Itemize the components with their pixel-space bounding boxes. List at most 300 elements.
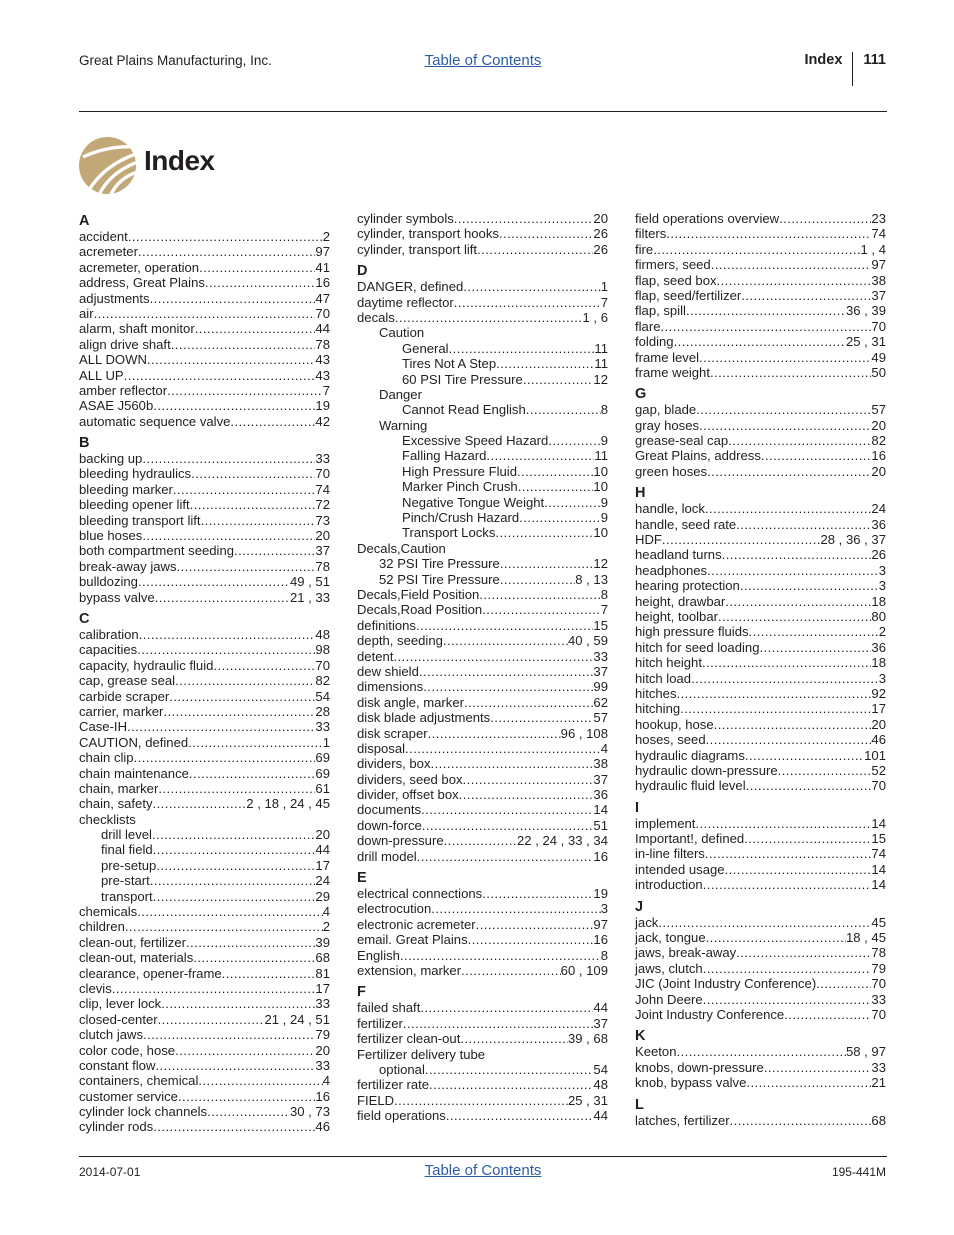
page-reference[interactable]: 10 [593,463,608,479]
index-entry[interactable] [635,992,886,1007]
index-entry[interactable] [357,495,608,510]
page-reference[interactable]: 68 [315,950,330,966]
index-entry[interactable] [635,748,886,763]
page-reference[interactable]: 41 [315,259,330,275]
index-entry[interactable] [357,1062,608,1077]
index-entry[interactable] [357,633,608,648]
page-reference[interactable]: 36 , 39 [845,303,886,319]
page-reference[interactable]: 2 , 18 , 24 , 45 [246,796,330,812]
index-entry[interactable] [357,211,608,226]
page-reference[interactable]: 33 [315,451,330,467]
page-reference[interactable]: 3 [878,562,886,578]
index-entry[interactable] [357,849,608,864]
index-entry[interactable] [635,961,886,976]
page-reference[interactable]: 4 [322,904,330,920]
page-reference[interactable]: 33 [871,1059,886,1075]
page-reference[interactable]: 44 [593,1000,608,1016]
index-entry[interactable] [79,321,330,336]
index-entry[interactable] [79,1058,330,1073]
index-entry[interactable] [357,226,608,241]
index-entry[interactable] [635,624,886,639]
index-entry[interactable] [635,211,886,226]
page-reference[interactable]: 70 [315,466,330,482]
page-reference[interactable]: 70 [871,976,886,992]
page-reference[interactable]: 70 [871,1006,886,1022]
page-reference[interactable]: 7 [322,382,330,398]
page-reference[interactable]: 22 , 24 , 33 , 34 [517,833,608,849]
index-entry[interactable] [635,732,886,747]
index-entry[interactable] [79,796,330,811]
index-entry[interactable] [79,858,330,873]
page-reference[interactable]: 97 [871,257,886,273]
index-entry[interactable] [635,655,886,670]
index-entry[interactable] [635,915,886,930]
page-reference[interactable]: 21 [871,1075,886,1091]
index-entry[interactable] [79,275,330,290]
page-reference[interactable]: 37 [593,663,608,679]
table-of-contents-link[interactable]: Table of Contents [424,52,542,69]
index-entry[interactable] [79,543,330,558]
page-reference[interactable]: 58 , 97 [845,1044,886,1060]
page-reference[interactable]: 3 [878,670,886,686]
page-reference[interactable]: 50 [871,364,886,380]
page-reference[interactable]: 25 , 31 [567,1092,608,1108]
index-entry[interactable] [357,556,608,571]
page-reference[interactable]: 26 [593,226,608,242]
index-entry[interactable] [79,383,330,398]
index-entry[interactable] [635,1113,886,1128]
page-reference[interactable]: 20 [871,417,886,433]
index-entry[interactable] [79,291,330,306]
index-entry[interactable] [635,303,886,318]
page-reference[interactable]: 1 [600,279,608,295]
page-reference[interactable]: 40 , 59 [567,633,608,649]
page-reference[interactable]: 16 [315,275,330,291]
index-entry[interactable] [635,945,886,960]
page-reference[interactable]: 18 [871,593,886,609]
page-reference[interactable]: 74 [871,226,886,242]
page-reference[interactable]: 46 [315,1119,330,1135]
page-reference[interactable]: 78 [315,558,330,574]
page-reference[interactable]: 14 [871,815,886,831]
page-reference[interactable]: 46 [871,732,886,748]
index-entry[interactable] [357,618,608,633]
index-entry[interactable] [79,451,330,466]
page-reference[interactable]: 1 [322,734,330,750]
page-reference[interactable]: 38 [871,272,886,288]
index-entry[interactable] [79,889,330,904]
page-reference[interactable]: 70 [871,318,886,334]
page-reference[interactable]: 19 [315,398,330,414]
index-entry[interactable] [357,510,608,525]
page-reference[interactable]: 42 [315,413,330,429]
page-reference[interactable]: 79 [315,1027,330,1043]
index-entry[interactable] [635,930,886,945]
index-entry[interactable] [357,833,608,848]
page-reference[interactable]: 82 [871,433,886,449]
page-reference[interactable]: 57 [871,402,886,418]
page-reference[interactable]: 78 [315,336,330,352]
page-reference[interactable]: 15 [871,831,886,847]
index-entry[interactable] [635,594,886,609]
page-reference[interactable]: 4 [322,1073,330,1089]
page-reference[interactable]: 45 [871,914,886,930]
index-entry[interactable] [79,368,330,383]
page-reference[interactable]: 47 [315,290,330,306]
index-entry[interactable] [635,464,886,479]
index-entry[interactable] [635,609,886,624]
page-reference[interactable]: 44 [315,842,330,858]
index-entry[interactable] [357,341,608,356]
page-reference[interactable]: 97 [315,244,330,260]
page-reference[interactable]: 44 [315,321,330,337]
page-reference[interactable]: 12 [593,371,608,387]
index-entry[interactable] [357,587,608,602]
index-entry[interactable] [635,671,886,686]
page-reference[interactable]: 60 , 109 [560,962,608,978]
index-entry[interactable] [357,1108,608,1123]
index-entry[interactable] [79,1073,330,1088]
index-entry[interactable] [79,574,330,589]
page-reference[interactable]: 15 [593,617,608,633]
index-entry[interactable] [357,1077,608,1092]
page-reference[interactable]: 44 [593,1108,608,1124]
page-reference[interactable]: 14 [871,877,886,893]
page-reference[interactable]: 11 [594,448,608,464]
index-entry[interactable] [357,448,608,463]
index-entry[interactable] [79,1012,330,1027]
page-reference[interactable]: 20 [315,1042,330,1058]
index-entry[interactable] [357,818,608,833]
page-reference[interactable]: 7 [600,294,608,310]
page-reference[interactable]: 12 [593,556,608,572]
page-reference[interactable]: 36 [871,516,886,532]
page-reference[interactable]: 37 [593,1015,608,1031]
page-reference[interactable]: 48 [593,1077,608,1093]
index-entry[interactable] [79,642,330,657]
page-reference[interactable]: 39 [315,934,330,950]
index-entry[interactable] [357,963,608,978]
index-entry[interactable] [357,310,608,325]
index-entry[interactable] [635,1007,886,1022]
index-entry[interactable] [79,781,330,796]
index-entry[interactable] [635,517,886,532]
index-entry[interactable] [79,919,330,934]
page-reference[interactable]: 28 [315,703,330,719]
page-reference[interactable]: 9 [600,494,608,510]
page-reference[interactable]: 74 [871,846,886,862]
index-entry[interactable] [635,288,886,303]
index-entry[interactable] [357,1016,608,1031]
page-reference[interactable]: 101 [864,747,886,763]
index-entry[interactable] [635,418,886,433]
page-reference[interactable]: 54 [593,1061,608,1077]
index-entry[interactable] [79,590,330,605]
index-entry[interactable] [357,356,608,371]
page-reference[interactable]: 52 [871,762,886,778]
index-entry[interactable] [635,547,886,562]
index-entry[interactable] [635,402,886,417]
page-reference[interactable]: 8 [600,402,608,418]
page-reference[interactable]: 19 [593,886,608,902]
index-entry[interactable] [79,466,330,481]
index-entry[interactable] [357,479,608,494]
page-reference[interactable]: 33 [871,991,886,1007]
page-reference[interactable]: 10 [593,525,608,541]
index-entry[interactable] [79,482,330,497]
index-entry[interactable] [357,948,608,963]
page-reference[interactable]: 20 [593,211,608,226]
index-entry[interactable] [79,244,330,259]
page-reference[interactable]: 36 [871,639,886,655]
index-entry[interactable] [79,750,330,765]
page-reference[interactable]: 17 [871,701,886,717]
index-entry[interactable] [79,352,330,367]
index-entry[interactable] [79,1027,330,1042]
index-entry[interactable] [635,273,886,288]
page-reference[interactable]: 43 [315,352,330,368]
index-entry[interactable] [357,1093,608,1108]
index-entry[interactable] [635,563,886,578]
page-reference[interactable]: 8 [600,586,608,602]
page-reference[interactable]: 8 [600,947,608,963]
index-entry[interactable] [635,334,886,349]
page-reference[interactable]: 33 [315,719,330,735]
page-reference[interactable]: 96 , 108 [560,725,608,741]
index-entry[interactable] [79,981,330,996]
page-reference[interactable]: 24 [315,873,330,889]
index-entry[interactable] [79,306,330,321]
page-reference[interactable]: 62 [593,694,608,710]
index-entry[interactable] [357,372,608,387]
page-reference[interactable]: 14 [593,802,608,818]
index-entry[interactable] [79,735,330,750]
page-reference[interactable]: 16 [871,448,886,464]
page-reference[interactable]: 79 [871,960,886,976]
index-entry[interactable] [357,726,608,741]
page-reference[interactable]: 3 [878,578,886,594]
page-reference[interactable]: 1 , 4 [860,241,886,257]
index-entry[interactable] [635,831,886,846]
page-reference[interactable]: 7 [600,602,608,618]
page-reference[interactable]: 43 [315,367,330,383]
index-entry[interactable] [357,649,608,664]
page-reference[interactable]: 9 [600,510,608,526]
index-entry[interactable] [635,242,886,257]
index-entry[interactable] [79,966,330,981]
page-reference[interactable]: 20 [315,528,330,544]
index-entry[interactable] [635,226,886,241]
index-entry[interactable] [79,229,330,244]
page-reference[interactable]: 68 [871,1112,886,1128]
index-entry[interactable] [635,532,886,547]
index-entry[interactable] [635,701,886,716]
index-entry[interactable] [635,350,886,365]
page-reference[interactable]: 70 [315,657,330,673]
index-entry[interactable] [357,1000,608,1015]
page-reference[interactable]: 37 [315,543,330,559]
index-entry[interactable] [357,295,608,310]
table-of-contents-link-footer[interactable]: Table of Contents [424,1162,542,1179]
index-entry[interactable] [357,802,608,817]
index-entry[interactable] [79,658,330,673]
index-entry[interactable] [357,886,608,901]
index-entry[interactable] [635,257,886,272]
index-entry[interactable] [357,756,608,771]
page-reference[interactable]: 8 , 13 [575,571,608,587]
page-reference[interactable]: 70 [315,305,330,321]
index-entry[interactable] [79,766,330,781]
page-reference[interactable]: 98 [315,642,330,658]
index-entry[interactable] [79,497,330,512]
page-reference[interactable]: 54 [315,688,330,704]
index-entry[interactable] [79,1104,330,1119]
index-entry[interactable] [79,414,330,429]
index-entry[interactable] [635,862,886,877]
page-reference[interactable]: 80 [871,608,886,624]
index-entry[interactable] [635,433,886,448]
page-reference[interactable]: 28 , 36 , 37 [820,532,886,548]
index-entry[interactable] [635,976,886,991]
index-entry[interactable] [79,873,330,888]
index-entry[interactable] [79,704,330,719]
index-entry[interactable] [635,640,886,655]
index-entry[interactable] [357,242,608,257]
index-entry[interactable] [635,763,886,778]
page-reference[interactable]: 17 [315,857,330,873]
index-entry[interactable] [635,578,886,593]
index-entry[interactable] [357,787,608,802]
index-entry[interactable] [79,842,330,857]
page-reference[interactable]: 20 [315,827,330,843]
index-entry[interactable] [79,673,330,688]
index-entry[interactable] [635,319,886,334]
index-entry[interactable] [79,689,330,704]
index-entry[interactable] [635,1060,886,1075]
index-entry[interactable] [79,904,330,919]
page-reference[interactable]: 29 [315,888,330,904]
page-reference[interactable]: 16 [593,848,608,864]
index-entry[interactable] [357,741,608,756]
page-reference[interactable]: 57 [593,710,608,726]
index-entry[interactable] [635,365,886,380]
page-reference[interactable]: 20 [871,463,886,479]
index-entry[interactable] [79,1043,330,1058]
index-entry[interactable] [357,464,608,479]
index-entry[interactable] [357,932,608,947]
index-entry[interactable] [357,695,608,710]
page-reference[interactable]: 1 , 6 [582,309,608,325]
page-reference[interactable]: 49 [871,349,886,365]
index-entry[interactable] [357,679,608,694]
index-entry[interactable] [635,877,886,892]
index-entry[interactable] [357,433,608,448]
index-entry[interactable] [357,1031,608,1046]
page-reference[interactable]: 39 , 68 [567,1031,608,1047]
index-entry[interactable] [79,1119,330,1134]
page-reference[interactable]: 73 [315,512,330,528]
index-entry[interactable] [357,602,608,617]
index-entry[interactable] [635,686,886,701]
index-entry[interactable] [79,1089,330,1104]
index-entry[interactable] [635,816,886,831]
index-entry[interactable] [357,279,608,294]
page-reference[interactable]: 99 [593,679,608,695]
index-entry[interactable] [357,710,608,725]
index-entry[interactable] [79,950,330,965]
index-entry[interactable] [79,398,330,413]
page-reference[interactable]: 11 [594,356,608,372]
page-reference[interactable]: 33 [593,648,608,664]
page-reference[interactable]: 36 [593,787,608,803]
page-reference[interactable]: 49 , 51 [289,574,330,590]
page-reference[interactable]: 20 [871,716,886,732]
index-entry[interactable] [357,917,608,932]
page-reference[interactable]: 21 , 33 [289,589,330,605]
page-reference[interactable]: 9 [600,433,608,449]
page-reference[interactable]: 17 [315,980,330,996]
index-entry[interactable] [79,337,330,352]
index-entry[interactable] [79,528,330,543]
page-reference[interactable]: 97 [593,916,608,932]
page-reference[interactable]: 25 , 31 [845,334,886,350]
page-reference[interactable]: 4 [600,740,608,756]
page-reference[interactable]: 33 [315,996,330,1012]
page-reference[interactable]: 38 [593,756,608,772]
page-reference[interactable]: 69 [315,750,330,766]
index-entry[interactable] [79,719,330,734]
page-reference[interactable]: 30 , 73 [289,1104,330,1120]
page-reference[interactable]: 51 [593,817,608,833]
index-entry[interactable] [79,627,330,642]
index-entry[interactable] [635,1044,886,1059]
page-reference[interactable]: 26 [593,241,608,257]
page-reference[interactable]: 2 [322,229,330,244]
index-entry[interactable] [635,717,886,732]
page-reference[interactable]: 23 [871,211,886,226]
page-reference[interactable]: 82 [315,673,330,689]
index-entry[interactable] [635,846,886,861]
index-entry[interactable] [79,260,330,275]
index-entry[interactable] [357,901,608,916]
page-reference[interactable]: 48 [315,626,330,642]
page-reference[interactable]: 16 [315,1088,330,1104]
page-reference[interactable]: 2 [322,919,330,935]
page-reference[interactable]: 2 [878,624,886,640]
page-reference[interactable]: 11 [594,340,608,356]
page-reference[interactable]: 61 [315,780,330,796]
page-reference[interactable]: 3 [600,901,608,917]
page-reference[interactable]: 16 [593,932,608,948]
page-reference[interactable]: 78 [871,945,886,961]
index-entry[interactable] [79,559,330,574]
page-reference[interactable]: 69 [315,765,330,781]
index-entry[interactable] [635,448,886,463]
page-reference[interactable]: 37 [593,771,608,787]
page-reference[interactable]: 10 [593,479,608,495]
page-reference[interactable]: 18 [871,655,886,671]
index-entry[interactable] [357,525,608,540]
index-entry[interactable] [79,996,330,1011]
index-entry[interactable] [357,772,608,787]
page-reference[interactable]: 14 [871,861,886,877]
page-reference[interactable]: 26 [871,547,886,563]
page-reference[interactable]: 24 [871,501,886,517]
page-reference[interactable]: 21 , 24 , 51 [264,1011,330,1027]
index-entry[interactable] [357,664,608,679]
index-entry[interactable] [635,778,886,793]
page-reference[interactable]: 70 [871,778,886,794]
